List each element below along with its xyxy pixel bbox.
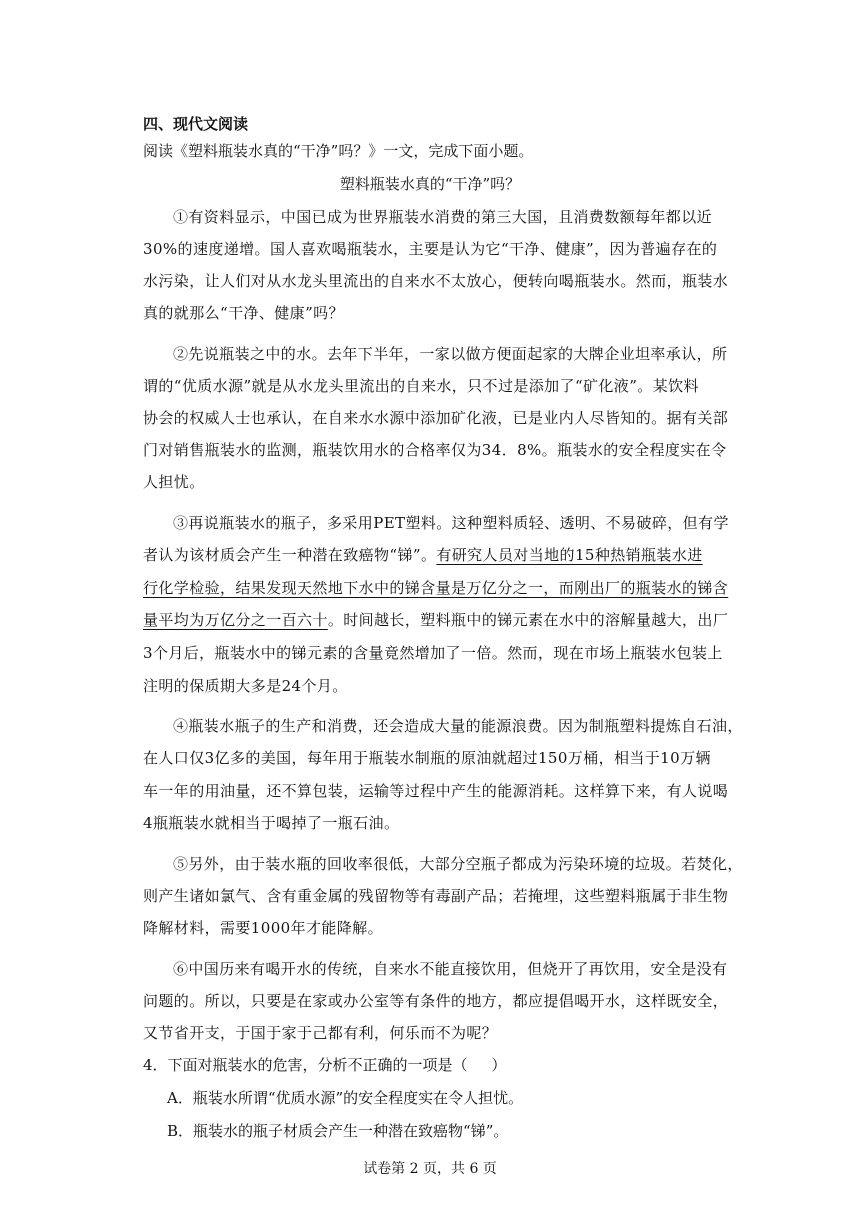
question-stem: 4．下面对瓶装水的危害，分析不正确的一项是（ ） xyxy=(143,1056,507,1074)
paragraph-3-line-1: ③再说瓶装水的瓶子，多采用PET塑料。这种塑料质轻、透明、不易破碎，但有学 xyxy=(173,514,729,532)
underlined-sentence-part-3: 量平均为万亿分之一百六十 xyxy=(143,611,328,629)
paragraph-2-line-2: 谓的“优质水源”就是从水龙头里流出的自来水，只不过是添加了“矿化液”。某饮料 xyxy=(143,377,699,395)
paragraph-3-line-3 xyxy=(143,578,860,598)
paragraph-3-line-4 xyxy=(143,610,860,630)
underlined-sentence-part-2: 行化学检验，结果发现天然地下水中的锑含量是万亿分之一，而刚出厂的瓶装水的锑含 xyxy=(143,579,729,597)
paragraph-4-line-2: 在人口仅3亿多的美国，每年用于瓶装水制瓶的原油就超过150万桶，相当于10万辆 xyxy=(143,749,711,767)
paragraph-5-line-2: 则产生诸如氯气、含有重金属的残留物等有毒副产品；若掩埋，这些塑料瓶属于非生物 xyxy=(143,887,729,905)
paragraph-2-line-3: 协会的权威人士也承认，在自来水水源中添加矿化液，已是业内人尽皆知的。据有关部 xyxy=(143,409,729,427)
paragraph-1-line-2: 30%的速度递增。国人喜欢喝瓶装水，主要是认为它“干净、健康”，因为普遍存在的 xyxy=(143,240,718,258)
paragraph-4-line-3: 车一年的用油量，还不算包装，运输等过程中产生的能源消耗。这样算下来，有人说喝 xyxy=(143,782,729,800)
paragraph-5-line-1: ⑤另外，由于装水瓶的回收率很低，大部分空瓶子都成为污染环境的垃圾。若焚化， xyxy=(173,855,743,873)
paragraph-6-line-3: 又节省开支，于国于家于己都有利，何乐而不为呢？ xyxy=(143,1024,498,1042)
paragraph-3-line-6: 注明的保质期大多是24个月。 xyxy=(143,677,348,695)
answer-option-b[interactable]: B．瓶装水的瓶子材质会产生一种潜在致癌物“锑”。 xyxy=(167,1122,509,1140)
paragraph-4-line-4: 4瓶瓶装水就相当于喝掉了一瓶石油。 xyxy=(143,814,400,832)
reading-instruction: 阅读《塑料瓶装水真的“干净”吗？》一文，完成下面小题。 xyxy=(143,142,534,160)
paragraph-2-line-1: ②先说瓶装之中的水。去年下半年，一家以做方便面起家的大牌企业坦率承认，所 xyxy=(173,345,728,363)
paragraph-4-line-1: ④瓶装水瓶子的生产和消费，还会造成大量的能源浪费。因为制瓶塑料提炼自石油， xyxy=(173,717,743,735)
underlined-sentence-part-1: 有研究人员对当地的15种热销瓶装水进 xyxy=(436,546,703,564)
paragraph-5-line-3: 降解材料，需要1000年才能降解。 xyxy=(143,919,383,937)
paragraph-2-line-4: 门对销售瓶装水的监测，瓶装饮用水的合格率仅为34．8%。瓶装水的安全程度实在令 xyxy=(143,441,727,459)
paragraph-3-line-4-text: 。时间越长，塑料瓶中的锑元素在水中的溶解量越大，出厂 xyxy=(327,611,729,629)
answer-option-a[interactable]: A．瓶装水所谓“优质水源”的安全程度实在令人担忧。 xyxy=(167,1089,524,1107)
paragraph-1-line-4: 真的就那么“干净、健康”吗？ xyxy=(143,304,344,322)
paragraph-3-line-2-text: 者认为该材质会产生一种潜在致癌物“锑”。 xyxy=(143,546,437,564)
article-title: 塑料瓶装水真的“干净”吗？ xyxy=(339,175,521,193)
paragraph-6-line-1: ⑥中国历来有喝开水的传统，自来水不能直接饮用，但烧开了再饮用，安全是没有 xyxy=(173,960,728,978)
paragraph-3-line-5: 3个月后，瓶装水中的锑元素的含量竟然增加了一倍。然而，现在市场上瓶装水包装上 xyxy=(143,644,723,662)
paragraph-2-line-5: 人担忧。 xyxy=(143,473,205,491)
paragraph-1-line-3: 水污染，让人们对从水龙头里流出的自来水不太放心，便转向喝瓶装水。然而，瓶装水 xyxy=(143,272,729,290)
section-heading: 四、现代文阅读 xyxy=(143,115,249,133)
paragraph-1-line-1: ①有资料显示，中国已成为世界瓶装水消费的第三大国，且消费数额每年都以近 xyxy=(173,208,713,226)
paragraph-6-line-2: 问题的。所以，只要是在家或办公室等有条件的地方，都应提倡喝开水，这样既安全， xyxy=(143,992,729,1010)
paragraph-3-line-2 xyxy=(143,545,860,565)
page-footer: 试卷第 2 页，共 6 页 xyxy=(363,1161,497,1177)
